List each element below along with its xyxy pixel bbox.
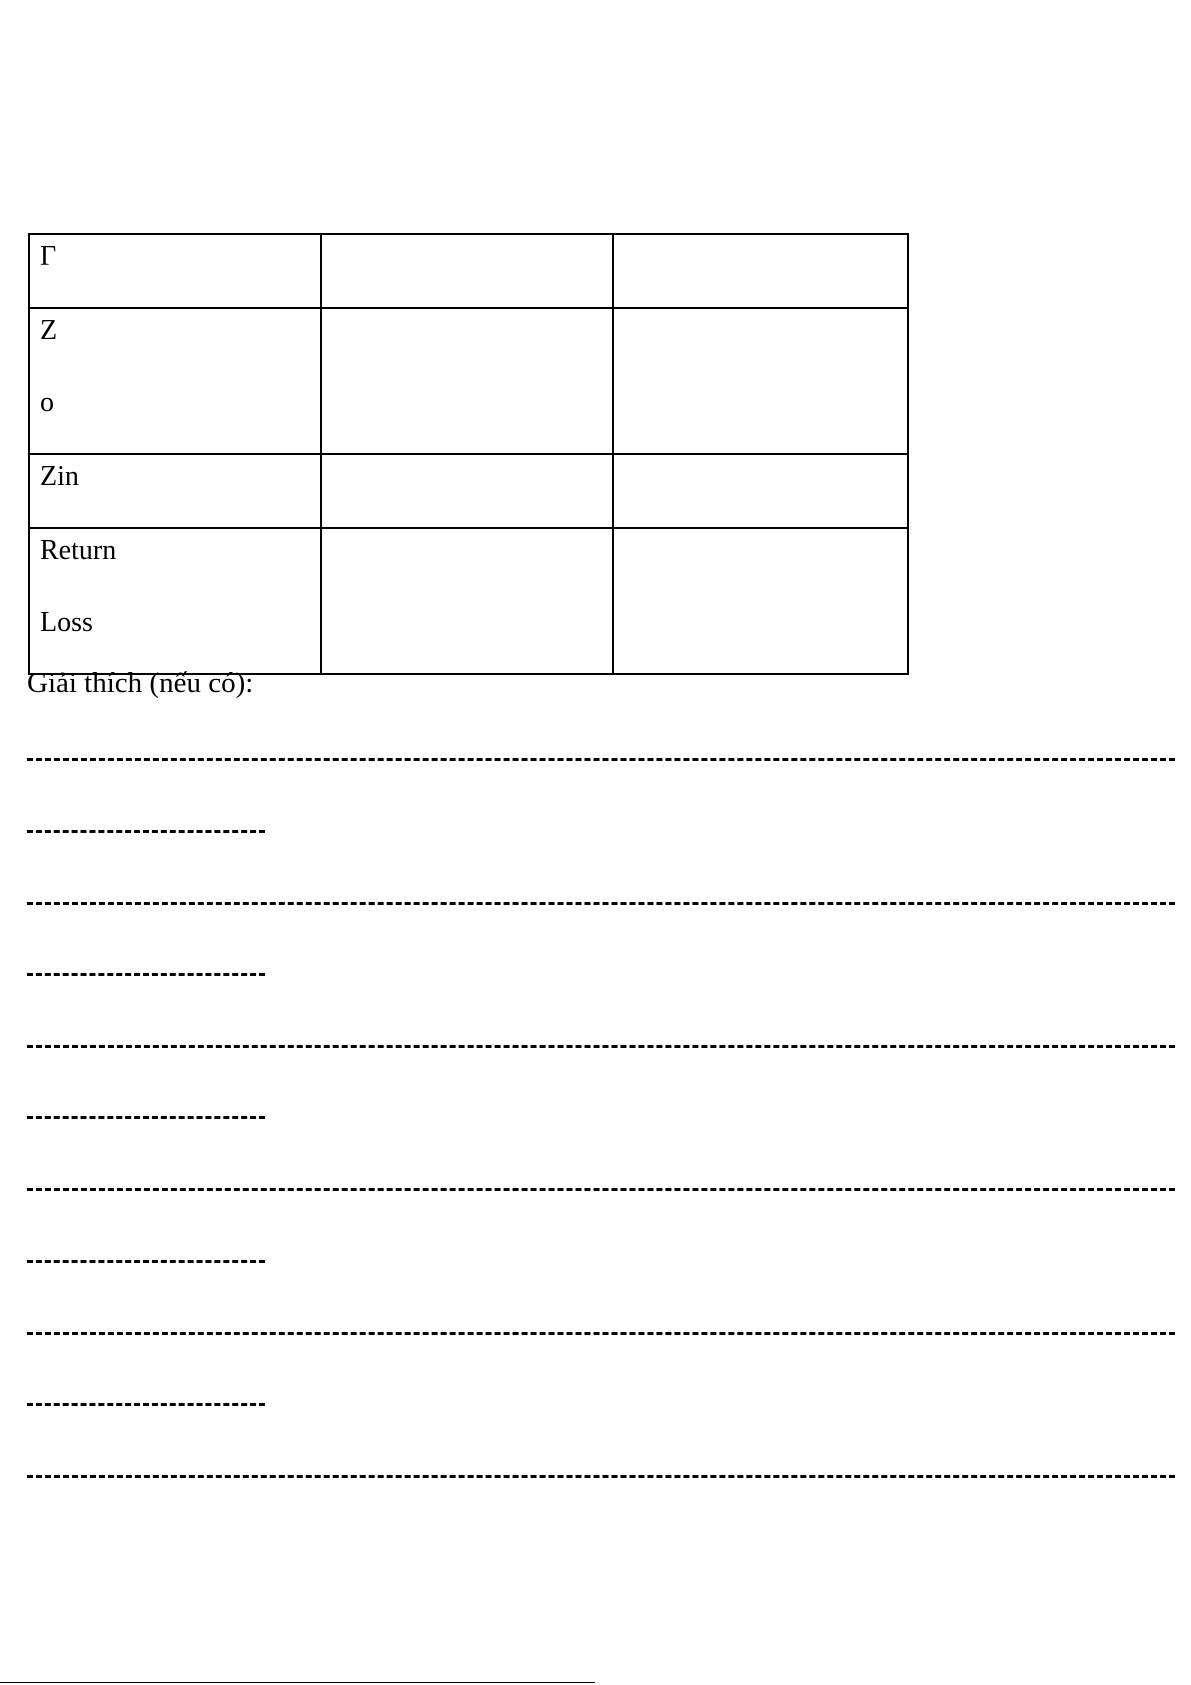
answer-cell-2[interactable] [613, 308, 908, 454]
row-label: Z [40, 315, 58, 346]
answer-cell-1[interactable] [321, 234, 613, 308]
answer-cell-2[interactable] [613, 454, 908, 528]
answer-dash-line[interactable] [27, 902, 1175, 905]
answer-dash-line[interactable] [27, 1045, 1175, 1048]
answer-cell-1[interactable] [321, 528, 613, 674]
row-label: Γ [40, 241, 57, 272]
answer-dash-line[interactable] [27, 1260, 265, 1263]
row-label-cell [29, 234, 321, 308]
answer-cell-2[interactable] [613, 234, 908, 308]
row-label: Zin [40, 461, 79, 492]
footnote-separator [0, 1682, 595, 1683]
answer-dash-line[interactable] [27, 1475, 1175, 1478]
answer-dash-line[interactable] [27, 1188, 1175, 1191]
answer-dash-line[interactable] [27, 830, 265, 833]
answer-dash-line[interactable] [27, 758, 1175, 761]
answer-cell-2[interactable] [613, 528, 908, 674]
row-label: Loss [40, 607, 93, 638]
row-label-cell [29, 528, 321, 674]
answer-dash-line[interactable] [27, 973, 265, 976]
row-label-cell [29, 454, 321, 528]
answer-dash-line[interactable] [27, 1403, 265, 1406]
answer-dash-line[interactable] [27, 1332, 1175, 1335]
row-label: Return [40, 535, 117, 566]
row-label-cell [29, 308, 321, 454]
table-row-characteristic-impedance [29, 308, 908, 454]
table-row-input-impedance [29, 454, 908, 528]
answer-dash-line[interactable] [27, 1116, 265, 1119]
answer-cell-1[interactable] [321, 454, 613, 528]
explanation-label: Giải thích (nếu có): [27, 667, 254, 699]
table-row-return-loss [29, 528, 908, 674]
row-label: o [40, 387, 54, 418]
answer-cell-1[interactable] [321, 308, 613, 454]
table-row-reflection-coefficient [29, 234, 908, 308]
parameter-table [28, 233, 909, 675]
